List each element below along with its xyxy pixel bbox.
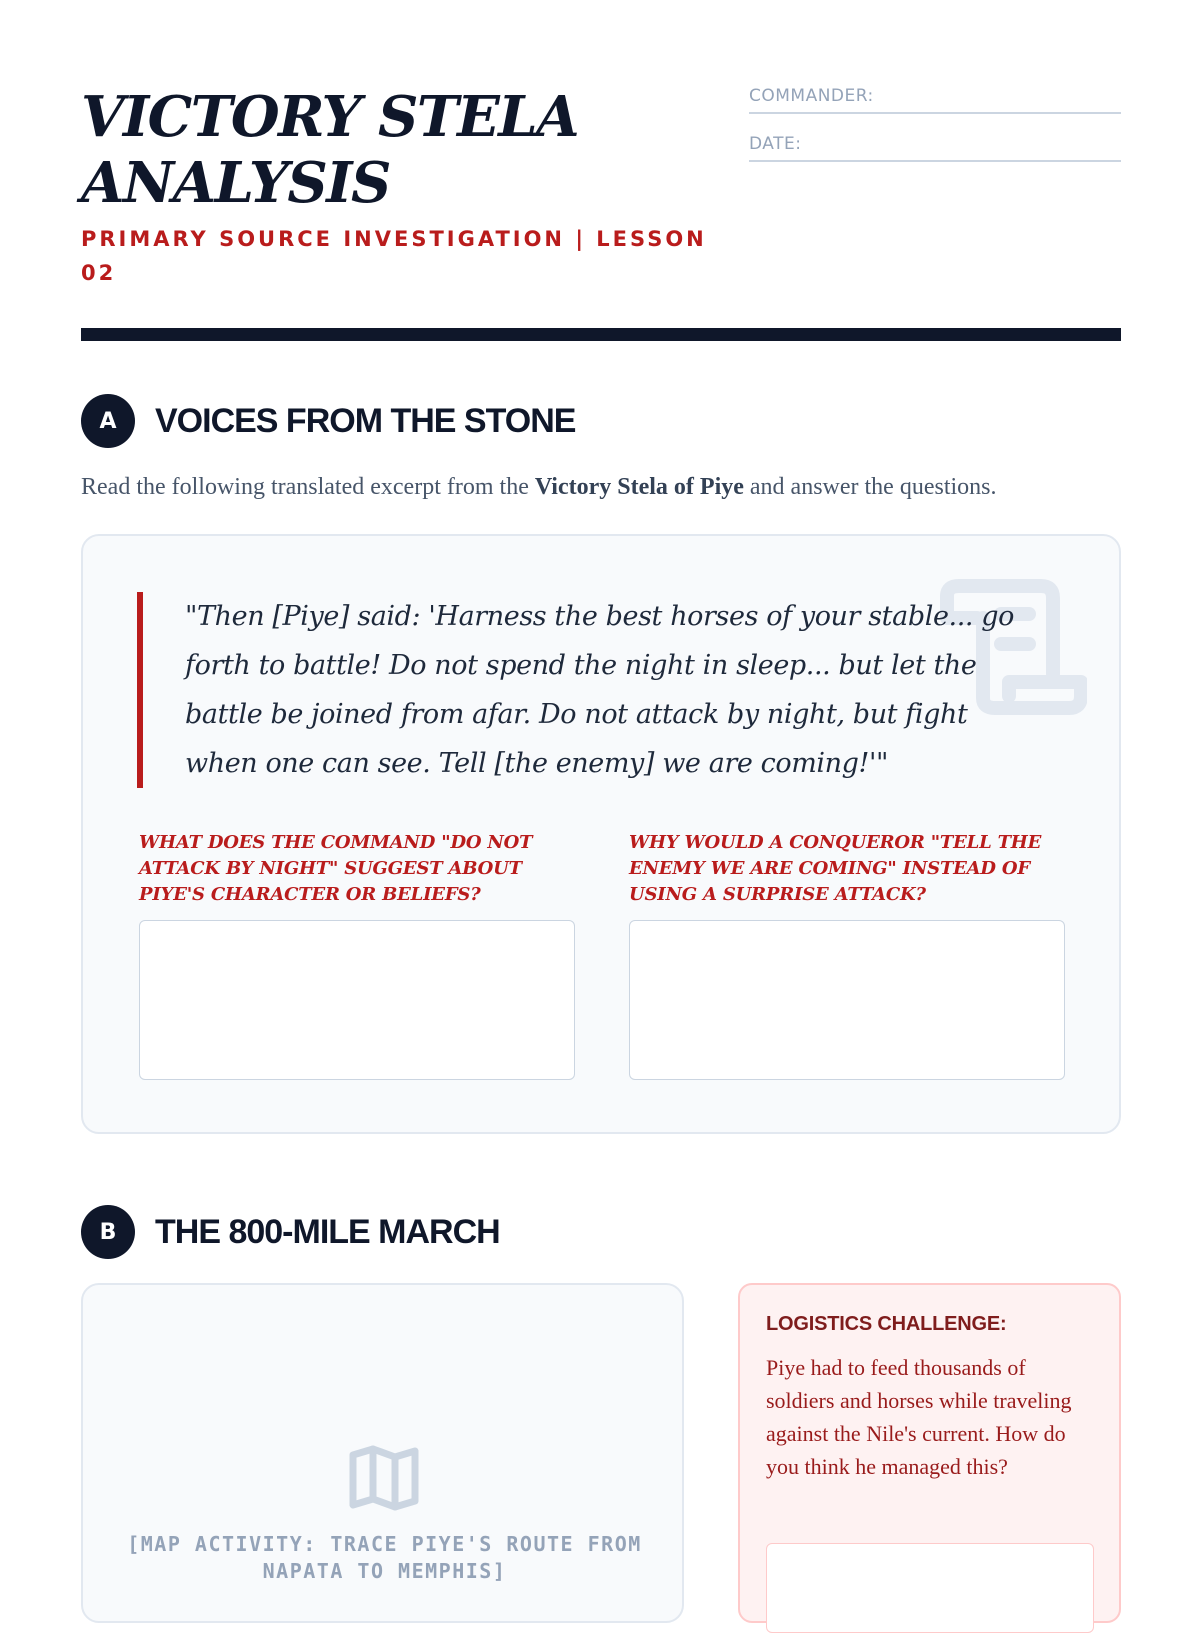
stela-quote: "Then [Piye] said: 'Harness the best horses of your stable... go forth to battle! Do not spend the night in sleep... but let the battle be joined from afar. Do not attack by night, but fight when one can see. Tell [the enemy] we are coming!'"	[137, 592, 1017, 788]
section-b-badge: B	[81, 1205, 135, 1259]
section-a-title: VOICES FROM THE STONE	[155, 401, 576, 440]
intro-source-name: Victory Stela of Piye	[534, 474, 744, 500]
question-2-answer-box[interactable]	[629, 920, 1065, 1080]
date-field[interactable]	[749, 128, 1121, 162]
title-line-1: VICTORY STELA	[81, 84, 579, 150]
commander-label: COMMANDER:	[749, 86, 874, 106]
date-label: DATE:	[749, 134, 802, 154]
logistics-title: LOGISTICS CHALLENGE:	[766, 1313, 1007, 1335]
section-a-badge: A	[81, 394, 135, 448]
header-divider	[81, 328, 1121, 341]
page-subtitle: PRIMARY SOURCE INVESTIGATION | LESSON 02	[81, 227, 707, 285]
intro-text-after: and answer the questions.	[743, 474, 997, 500]
section-a-heading	[81, 394, 575, 448]
commander-field[interactable]	[749, 80, 1121, 114]
worksheet-page	[81, 0, 1121, 1583]
logistics-prompt: Piye had to feed thousands of soldiers and horses while traveling against the Nile's current. How do you think he managed this?	[766, 1355, 1072, 1479]
logistics-challenge-card	[738, 1283, 1121, 1623]
section-a-instructions	[81, 474, 1121, 501]
question-2-label: WHY WOULD A CONQUEROR "TELL THE ENEMY WE ARE COMING" INSTEAD OF USING A SURPRISE ATTACK?	[629, 832, 1042, 905]
map-activity-caption: [MAP ACTIVITY: TRACE PIYE'S ROUTE FROM NAPATA TO MEMPHIS]	[127, 1532, 642, 1583]
section-b-heading	[81, 1205, 500, 1259]
title-line-2: ANALYSIS	[81, 150, 390, 216]
worksheet-header	[81, 0, 1121, 340]
question-1-answer-box[interactable]	[139, 920, 575, 1080]
section-b-title: THE 800-MILE MARCH	[155, 1212, 500, 1251]
primary-source-card	[81, 534, 1121, 1134]
map-icon	[349, 1445, 419, 1511]
question-1-label: WHAT DOES THE COMMAND "DO NOT ATTACK BY NIGHT" SUGGEST ABOUT PIYE'S CHARACTER OR BELIEFS?	[139, 832, 533, 905]
map-activity-area[interactable]	[81, 1283, 684, 1623]
logistics-answer-box[interactable]	[766, 1543, 1094, 1633]
page-title	[81, 84, 701, 216]
intro-text-before: Read the following translated excerpt from the	[81, 474, 535, 500]
